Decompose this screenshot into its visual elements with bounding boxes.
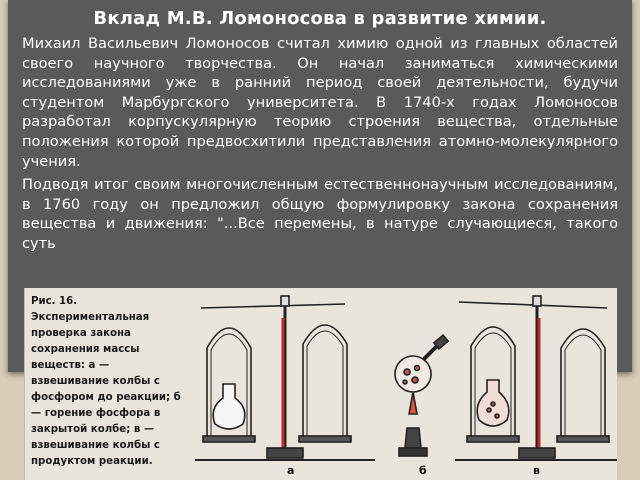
figure-image	[24, 288, 617, 480]
paragraph-1: Михаил Васильевич Ломоносов считал химию одной из главных областей своего научного творчества. Он начал заниматься химическими исследованиями уже в ранний период своей деятельности, будучи студентом Марбургского университета. В 1740-х годах Ломоносов разработал корпускулярную теорию строения вещества, отдельные положения которой предвосхитили представления атомно-молекулярного учения.	[22, 35, 618, 170]
balance-v	[455, 296, 617, 460]
balance-a	[195, 296, 375, 460]
figure-caption: Рис. 16. Экспериментальная проверка закона сохранения массы веществ: а — взвешивание колбы с фосфором до реакции; б — горение фосфора в закрытой колбе; в — взвешивание колбы с продуктом реакции.	[31, 296, 181, 467]
label-a: а	[287, 464, 295, 477]
slide-body	[22, 34, 618, 258]
label-b: б	[419, 464, 427, 477]
slide-title: Вклад М.В. Ломоносова в развитие химии.	[93, 8, 547, 29]
label-v: в	[533, 464, 540, 477]
burner-b	[395, 335, 448, 456]
paragraph-2: Подводя итог своим многочисленным естественнонаучным исследованиям, в 1760 году он предложил общую формулировку закона сохранения вещества и движения: "...Все перемены, в натуре случающиеся, такого суть	[22, 176, 618, 252]
apparatus-illustration	[195, 288, 617, 480]
